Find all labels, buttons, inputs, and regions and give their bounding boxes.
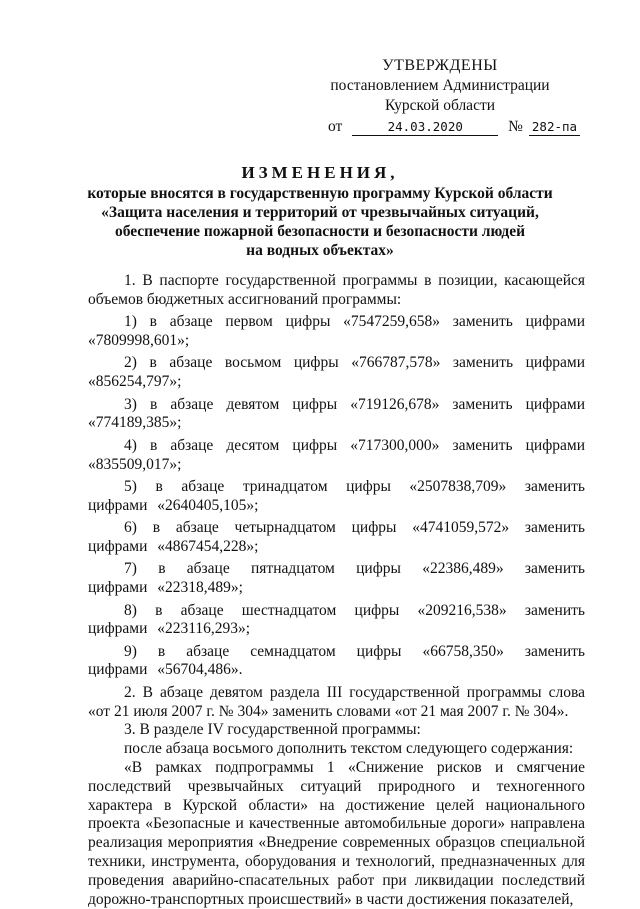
paragraph-1: 1. В паспорте государственной программы в позиции, касающейся объемов бюджетных ассигнований программы: <box>88 272 585 308</box>
approval-date-line <box>328 117 580 137</box>
title-line-3: обеспечение пожарной безопасности и безопасности людей <box>114 223 526 240</box>
list-item: 3) в абзаце девятом цифры «719126,678» заменить цифрами «774189,385»; <box>88 395 585 432</box>
paragraph-2: 2. В абзаце девятом раздела III государственной программы слова «от 21 июля 2007 г. № 304» заменить словами «от 21 мая 2007 г. № 304». <box>88 683 585 720</box>
list-item: 7) в абзаце пятнадцатом цифры «22386,489» заменить цифрами «22318,489»; <box>88 560 585 597</box>
number-sign: № <box>508 118 523 135</box>
paragraph-3: 3. В разделе IV государственной программы: <box>124 721 421 739</box>
list-item: 1) в абзаце первом цифры «7547259,658» заменить цифрами «7809998,601»; <box>88 313 585 349</box>
document-body <box>88 272 585 909</box>
list-item: 2) в абзаце восьмом цифры «766787,578» заменить цифрами «856254,797»; <box>88 354 585 391</box>
list-item: 8) в абзаце шестнадцатом цифры «209216,538» заменить цифрами «223116,293»; <box>88 601 585 638</box>
list-item: 9) в абзаце семнадцатом цифры «66758,350» заменить цифрами «56704,486». <box>88 642 585 679</box>
approval-date: 24.03.2020 <box>352 119 498 136</box>
title-line-1: которые вносятся в государственную программу Курской области <box>87 185 553 202</box>
title-line-2: «Защита населения и территорий от чрезвычайных ситуаций, <box>101 204 539 221</box>
list-item: 5) в абзаце тринадцатом цифры «2507838,709» заменить цифрами «2640405,105»; <box>88 477 585 514</box>
paragraph-3a: после абзаца восьмого дополнить текстом следующего содержания: <box>124 740 574 758</box>
title-heading: ИЗМЕНЕНИЯ, <box>241 163 399 182</box>
document-title <box>60 162 580 260</box>
approval-number: 282-па <box>529 119 580 136</box>
paragraph-3b: «В рамках подпрограммы 1 «Снижение рисков и смягчение последствий чрезвычайных ситуаций природного и техногенного характера в Курской области» на достижение целей национального проекта «Безопасные и качественные автомобильные дороги» направлена реализация мероприятия «Внедрение современных образцов специальной техники, инструмента, оборудования и технологий, предназначенных для проведения аварийно-спасательных работ при ликвидации последствий дорожно-транспортных происшествий» в части достижения показателей, <box>88 759 585 908</box>
title-line-4: на водных объектах» <box>246 242 394 259</box>
approved-by: постановлением Администрации <box>330 77 550 94</box>
approved-heading: УТВЕРЖДЕНЫ <box>382 57 498 74</box>
list-item: 4) в абзаце десятом цифры «717300,000» заменить цифрами «835509,017»; <box>88 436 585 473</box>
approval-stamp <box>300 56 580 137</box>
date-prefix: от <box>328 118 343 135</box>
approved-region: Курской области <box>384 97 496 114</box>
list-item: 6) в абзаце четырнадцатом цифры «4741059,572» заменить цифрами «4867454,228»; <box>88 519 585 555</box>
